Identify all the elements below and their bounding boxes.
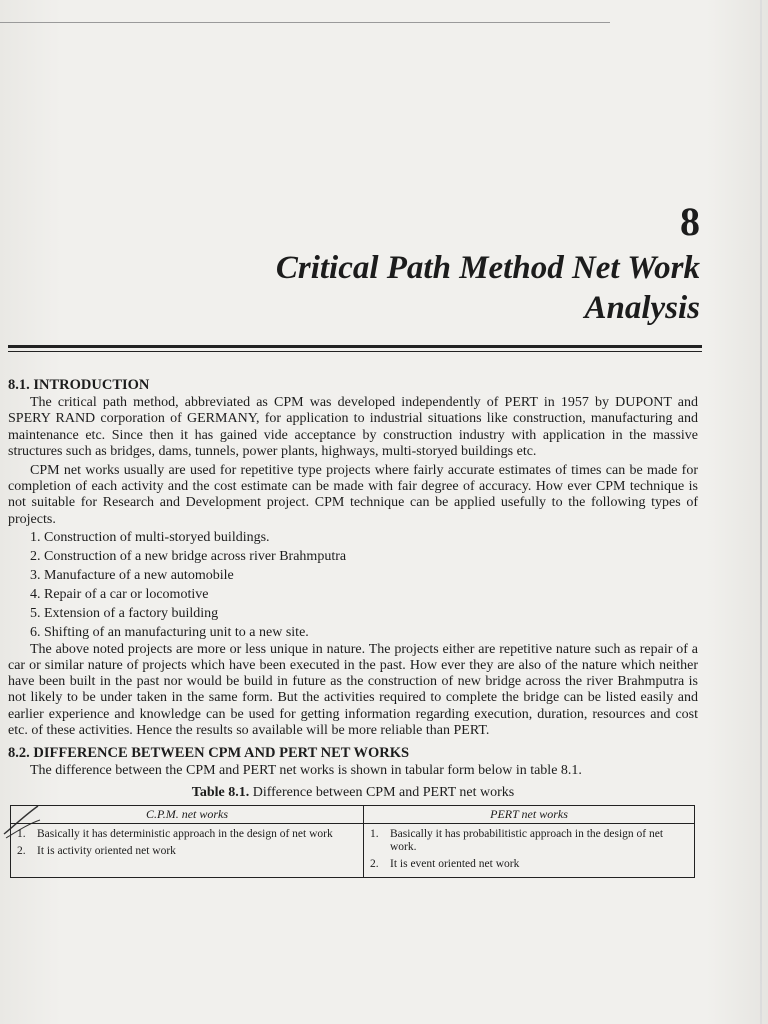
list-item: 2. Construction of a new bridge across river Brahmputra <box>30 548 347 564</box>
list-item: 6. Shifting of an manufacturing unit to a new site. <box>30 624 309 640</box>
table-caption-text: Difference between CPM and PERT net works <box>252 785 515 801</box>
intro-paragraph-3: The above noted projects are more or less unique in nature. The projects either are repetitive nature such as repair of a car or similar nature of projects which have been executed in the past. How ever they are also of the nature which neither have been built in the past nor would be build in future as the construction of new bridge across the river Brahmputra is not likely to be under taken in the same form. But the activities required to complete the bridge can be listed easily and earlier experience and knowledge can be used for getting information regarding execution, duration, resources and cost etc. of these activities. Hence the results so available will be more reliable than PERT. <box>8 641 698 738</box>
item-text: Basically it has probabilitistic approach in the design of net work. <box>390 827 664 853</box>
table-list-item <box>370 858 688 871</box>
page-edge-shadow <box>760 0 762 1024</box>
item-text: Basically it has deterministic approach in the design of net work <box>37 827 333 840</box>
chapter-number: 8 <box>680 199 700 244</box>
title-rule-thin <box>8 351 702 352</box>
table-header-pert: PERT net works <box>364 805 695 823</box>
table-caption <box>8 785 698 801</box>
section-heading-difference: 8.2. DIFFERENCE BETWEEN CPM AND PERT NET WORKS <box>8 745 410 762</box>
intro-paragraph-1: The critical path method, abbreviated as CPM was developed independently of PERT in 1957 by DUPONT and SPERY RAND corporation of GERMANY, for application to industrial situations like construction, manufacturing and maintenance etc. Since then it has gained vide acceptance by construction industry with application in the massive structures such as bridges, dams, tunnels, power plants, highways, multi-storyed buildings etc. <box>8 395 698 459</box>
list-item: 5. Extension of a factory building <box>30 605 219 621</box>
table-list-item <box>17 845 357 858</box>
chapter-title-line2: Analysis <box>584 290 700 326</box>
difference-paragraph: The difference between the CPM and PERT net works is shown in tabular form below in table 8.1. <box>30 763 582 779</box>
table-row <box>11 823 695 877</box>
chapter-title <box>80 248 700 328</box>
top-edge-line <box>0 22 610 23</box>
item-number: 2. <box>17 844 26 857</box>
list-item: 4. Repair of a car or locomotive <box>30 586 209 602</box>
list-item: 1. Construction of multi-storyed buildings. <box>30 529 270 545</box>
table-cell-pert <box>364 823 695 877</box>
table-header-row <box>11 805 695 823</box>
project-list <box>8 528 698 642</box>
comparison-table <box>10 805 695 878</box>
table-cell-cpm <box>11 823 364 877</box>
title-rule-thick <box>8 345 702 348</box>
chapter-title-line1: Critical Path Method Net Work <box>275 250 700 286</box>
table-list-item <box>370 828 688 854</box>
item-text: It is event oriented net work <box>390 857 520 870</box>
item-number: 1. <box>370 827 379 840</box>
table-header-cpm: C.P.M. net works <box>11 805 364 823</box>
item-text: It is activity oriented net work <box>37 844 176 857</box>
item-number: 1. <box>17 827 26 840</box>
body-content <box>8 377 698 878</box>
list-item: 3. Manufacture of a new automobile <box>30 567 234 583</box>
table-list-item <box>17 828 357 841</box>
section-heading-introduction: 8.1. INTRODUCTION <box>8 377 150 393</box>
item-number: 2. <box>370 857 379 870</box>
table-caption-label: Table 8.1. <box>191 785 250 801</box>
intro-paragraph-2: CPM net works usually are used for repetitive type projects where fairly accurate estimates of times can be made for completion of each activity and the cost estimate can be made with fair degree of accuracy. How ever CPM technique is not suitable for Research and Development project. CPM technique can be applied usefully to the following types of projects. <box>8 463 698 527</box>
